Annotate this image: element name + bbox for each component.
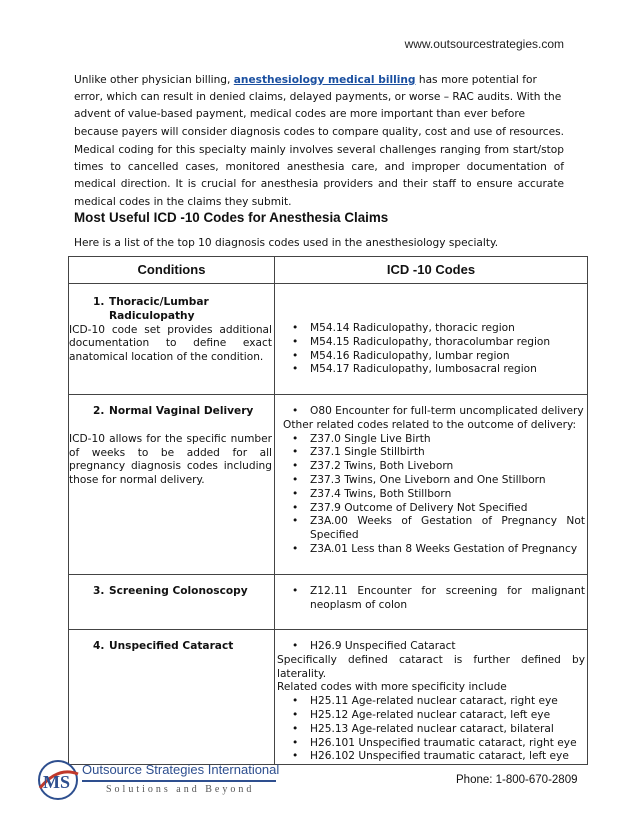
- list-item: • M54.14 Radiculopathy, thoracic region: [277, 322, 585, 336]
- table-row: [69, 395, 588, 575]
- other-codes-label: Other related codes related to the outcome of delivery:: [283, 418, 577, 431]
- table-row: [69, 575, 588, 630]
- list-item: • H25.11 Age-related nuclear cataract, right eye: [277, 695, 585, 709]
- table-row: [69, 630, 588, 765]
- codes-cell: [275, 575, 588, 630]
- condition-cell: [69, 395, 275, 575]
- company-tagline: Solutions and Beyond: [106, 784, 255, 795]
- condition-cell: [69, 575, 275, 630]
- header-codes: ICD -10 Codes: [275, 257, 588, 284]
- footer-phone: Phone: 1-800-670-2809: [456, 774, 578, 786]
- list-item: • Z3A.00 Weeks of Gestation of Pregnancy Not Specified: [277, 515, 585, 543]
- codes-cell: [275, 630, 588, 765]
- condition-description: ICD-10 code set provides additional documentation to define exact anatomical location of the condition.: [69, 323, 272, 364]
- table-row: [69, 284, 588, 395]
- codes-cell: [275, 284, 588, 395]
- row-number: 3.: [93, 585, 105, 597]
- condition-description: ICD-10 allows for the specific number of weeks to be added for all pregnancy diagnosis codes including those for normal delivery.: [69, 432, 272, 487]
- code-list: [277, 405, 585, 419]
- logo-mark-text: MS: [43, 772, 70, 792]
- list-item: • H26.102 Unspecified traumatic cataract, left eye: [277, 750, 585, 764]
- condition-cell: [69, 630, 275, 765]
- list-item: • H25.13 Age-related nuclear cataract, bilateral: [277, 723, 585, 737]
- code-list: [277, 322, 585, 377]
- code-list: [277, 433, 585, 557]
- condition-title: Unspecified Cataract: [109, 640, 234, 652]
- list-item: • Z37.1 Single Stillbirth: [277, 446, 585, 460]
- code-list: [277, 585, 585, 613]
- row-number: 2.: [93, 405, 105, 417]
- list-item: • Z37.9 Outcome of Delivery Not Specified: [277, 502, 585, 516]
- related-codes-label: Related codes with more specificity include: [277, 681, 507, 694]
- list-item: • M54.15 Radiculopathy, thoracolumbar region: [277, 336, 585, 350]
- row-number: 4.: [93, 640, 105, 652]
- section-heading: Most Useful ICD -10 Codes for Anesthesia Claims: [74, 210, 389, 225]
- website-url: www.outsourcestrategies.com: [404, 37, 564, 51]
- codes-cell: [275, 395, 588, 575]
- list-item: • M54.17 Radiculopathy, lumbosacral region: [277, 363, 585, 377]
- table-header-row: [69, 257, 588, 284]
- code-list: [277, 695, 585, 764]
- list-item: • O80 Encounter for full-term uncomplicated delivery: [277, 405, 585, 419]
- list-item: • Z37.0 Single Live Birth: [277, 433, 585, 447]
- condition-title: Screening Colonoscopy: [109, 585, 248, 597]
- list-item: • H26.101 Unspecified traumatic cataract, right eye: [277, 737, 585, 751]
- condition-title-cont: Radiculopathy: [109, 309, 195, 322]
- list-item: • H25.12 Age-related nuclear cataract, left eye: [277, 709, 585, 723]
- condition-title: Normal Vaginal Delivery: [109, 405, 254, 417]
- condition-cell: [69, 284, 275, 395]
- list-item: • Z3A.01 Less than 8 Weeks Gestation of Pregnancy: [277, 543, 585, 557]
- logo-divider: [82, 780, 276, 782]
- anesthesiology-billing-link[interactable]: anesthesiology medical billing: [233, 74, 416, 86]
- list-item: • H26.9 Unspecified Cataract: [277, 640, 585, 654]
- header-conditions: Conditions: [69, 257, 275, 284]
- icd-codes-table: [68, 256, 588, 765]
- company-name: Outsource Strategies International: [82, 762, 280, 777]
- intro-paragraph: Unlike other physician billing, anesthesiology medical billing has more potential for error, which can result in denied claims, delayed payments, or worse – RAC audits. With the advent of value-based payment, medical codes are more important than ever before because payers will consider diagnosis codes to compare quality, cost and use of resources.: [74, 74, 564, 138]
- coding-paragraph: Medical coding for this specialty mainly involves several challenges ranging from start/stop times to cancelled cases, monitored anesthesia care, and improper documentation of medical direction. It is crucial for anesthesia providers and their staff to ensure accurate medical codes in the claims they submit.: [74, 144, 564, 208]
- list-item: • Z37.4 Twins, Both Stillborn: [277, 488, 585, 502]
- list-item: • M54.16 Radiculopathy, lumbar region: [277, 350, 585, 364]
- cataract-note: Specifically defined cataract is further defined by laterality.: [277, 653, 585, 680]
- logo-mark-icon: [36, 758, 82, 802]
- list-item: • Z37.2 Twins, Both Liveborn: [277, 460, 585, 474]
- section-intro: Here is a list of the top 10 diagnosis codes used in the anesthesiology specialty.: [74, 237, 499, 249]
- condition-title: Thoracic/Lumbar: [109, 296, 209, 308]
- list-item: • Z37.3 Twins, One Liveborn and One Stillborn: [277, 474, 585, 488]
- company-logo: [36, 758, 280, 808]
- row-number: 1.: [93, 296, 105, 308]
- list-item: • Z12.11 Encounter for screening for malignant neoplasm of colon: [277, 585, 585, 613]
- code-list: [277, 640, 585, 654]
